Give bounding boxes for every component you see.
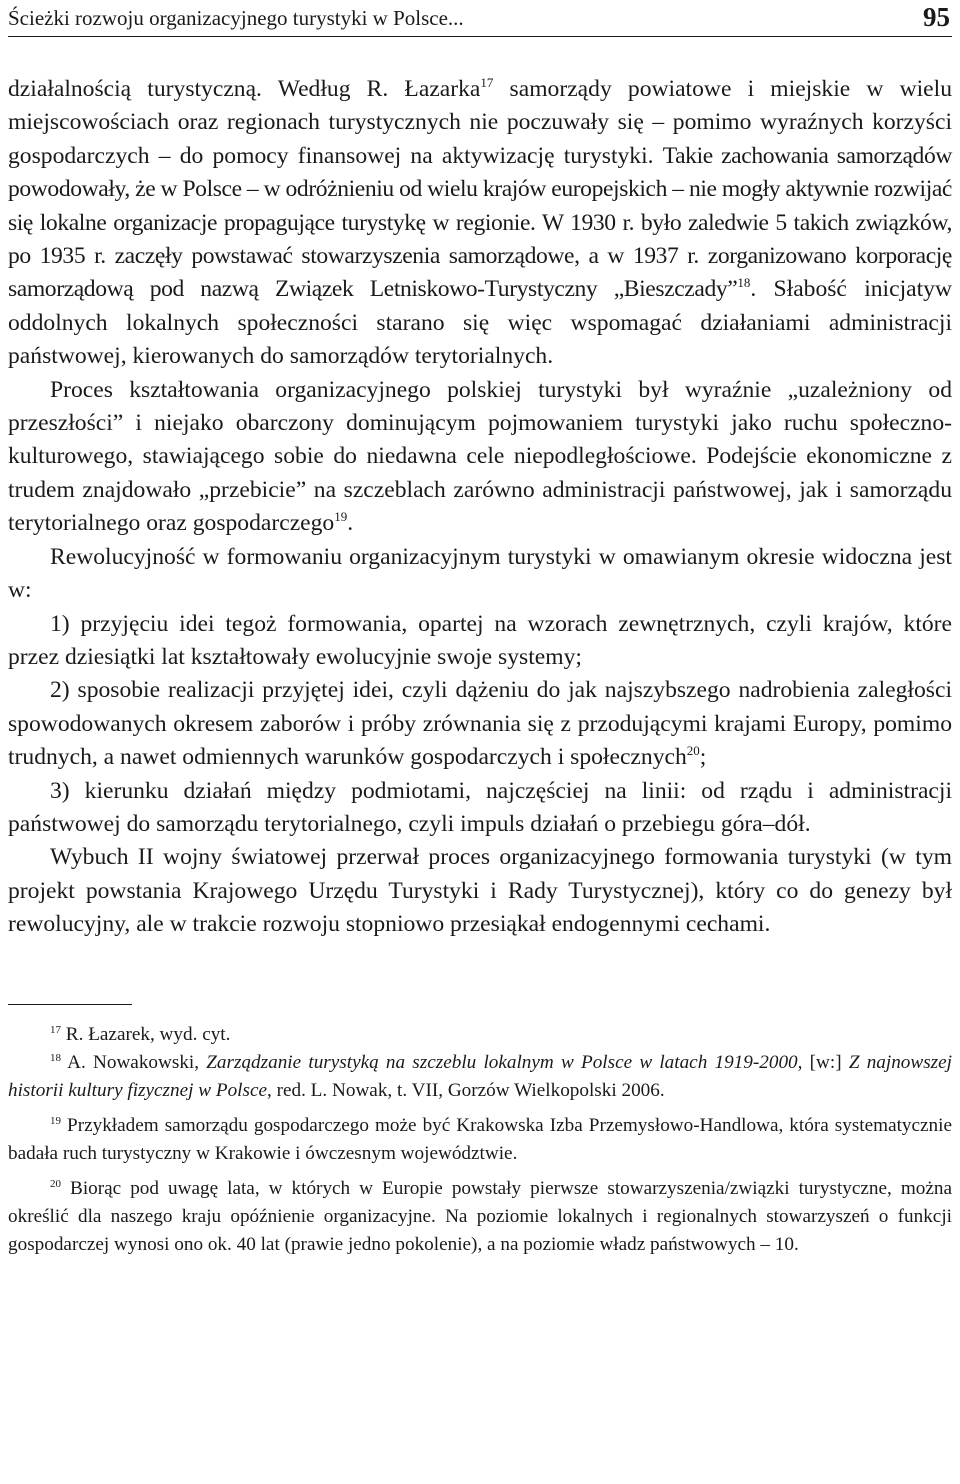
footnote-number: 17 [50,1023,61,1036]
list-item-2 [8,674,952,774]
paragraph-1-text-b: samorządy powiatowe i miejskie w wielu miejscowościach oraz regionach turystycznych nie poczuwały się – pomimo wyraźnych korzyści gospodarczych – do pomocy finansowej na aktywizację turystyki. [8,76,952,169]
footnote-number: 20 [50,1177,61,1190]
paragraph-2-text-a: Proces kształtowania organizacyjnego polskiej turystyki był wyraźnie „uzależniony od przeszłości” i niejako obarczony dominującym pojmowaniem turystyki jako ruchu społeczno-kulturowego, stawiającego sobie do niedawna cele niepodległościowe. Podejście ekonomiczne z trudem znajdowało „przebicie” na szczeblach zarówno administracji państwowej, jak i samorządu terytorialnego oraz gospodarczego [8,376,952,537]
list-item-1: 1) przyjęciu idei tegoż formowania, opartej na wzorach zewnętrznych, czyli krajów, które przez dziesiątki lat kształtowały ewolucyjnie swoje systemy; [8,610,952,670]
paragraph-1-text-c: Takie zachowania samorządów powodowały, że w Polsce – w odróżnieniu od wielu krajów europejskich – nie mogły aktywnie rozwijać się lokalne organizacje propagujące turystykę w regionie. W 1930 r. było zaledwie 5 takich związków, po 1935 r. zaczęły powstawać stowarzyszenia samorządowe, a w 1937 r. zorganizowano korporację samorządową pod nazwą Związek Letniskowo-Turystyczny „Bieszczady” [8,142,952,303]
footnote-18 [8,1049,952,1106]
paragraph-1-text-a: działalnością turystyczną. Według R. Łazarka [8,76,481,102]
footnote-ref-20[interactable]: 20 [686,743,700,759]
paragraph-1 [8,73,952,374]
page-number: 95 [923,2,950,32]
paragraph-2-text-b: . [347,510,354,537]
footnote-ref-19[interactable]: 19 [334,509,348,525]
footnotes [8,1021,952,1260]
footnote-ref-17[interactable]: 17 [480,75,494,90]
footnote-book-italic: Z najnowszej historii kultury fizycznej w Polsce [8,1051,952,1102]
footnote-number: 19 [50,1114,61,1127]
footnote-17 [8,1021,952,1049]
paragraph-7: Wybuch II wojny światowej przerwał proces organizacyjnego formowania turystyki (w tym projekt powstania Krajowego Urzędu Turystyki i Rady Turystycznej), który co do genezy był rewolucyjny, ale w trakcie rozwoju stopniowo przesiąkał endogennymi cechami. [8,844,952,938]
footnote-text: , [w:] [797,1051,849,1073]
footnote-19 [8,1112,952,1169]
footnote-separator [8,1004,132,1005]
list-item-3: 3) kierunku działań między podmiotami, najczęściej na linii: od rządu i administracji państwowej do samorządu terytorialnego, czyli impuls działań o przebiegu góra–dół. [8,777,952,837]
book-page [8,0,952,1260]
footnote-text: , red. L. Nowak, t. VII, Gorzów Wielkopolski 2006. [267,1080,665,1102]
footnote-20 [8,1175,952,1260]
main-text [8,73,952,942]
footnote-title-italic: Zarządzanie turystyką na szczeblu lokalnym w Polsce w latach 1919-2000 [206,1051,798,1073]
footnote-ref-18[interactable]: 18 [737,275,751,291]
footnote-text: R. Łazarek, wyd. cyt. [61,1023,231,1045]
footnote-text: Przykładem samorządu gospodarczego może być Krakowska Izba Przemysłowo-Handlowa, która systematycznie badała ruch turystyczny w Krakowie i ówczesnym województwie. [8,1114,952,1165]
paragraph-1-text-d: . Słabość inicjatyw oddolnych lokalnych społeczności starano się więc wspomagać działaniami administracji państwowej, kierowanych do samorządów terytorialnych. [8,276,953,370]
running-header [8,2,952,37]
list-item-2-text-a: 2) sposobie realizacji przyjętej idei, czyli dążeniu do jak najszybszego nadrobienia zaległości spowodowanych okresem zaborów i próby zrównania się z przodującymi krajami Europy, pomimo trudnych, a nawet odmiennych warunków gospodarczych i społecznych [8,677,952,771]
paragraph-2 [8,374,952,541]
paragraph-3: Rewolucyjność w formowaniu organizacyjnym turystyki w omawianym okresie widoczna jest w: [8,543,952,604]
footnote-number: 18 [50,1051,61,1064]
list-item-2-text-b: ; [699,744,707,771]
footnote-text: Biorąc pod uwagę lata, w których w Europie powstały pierwsze stowarzyszenia/związki turystyczne, można określić dla naszego kraju opóźnienie organizacyjne. Na poziomie lokalnych i regionalnych stowarzyszeń o funkcji gospodarczej wynosi ono ok. 40 lat (prawie jedno pokolenie), a na poziomie władz państwowych – 10. [8,1177,952,1256]
footnote-text: A. Nowakowski, [61,1051,207,1073]
running-title: Ścieżki rozwoju organizacyjnego turystyki w Polsce... [8,6,464,30]
